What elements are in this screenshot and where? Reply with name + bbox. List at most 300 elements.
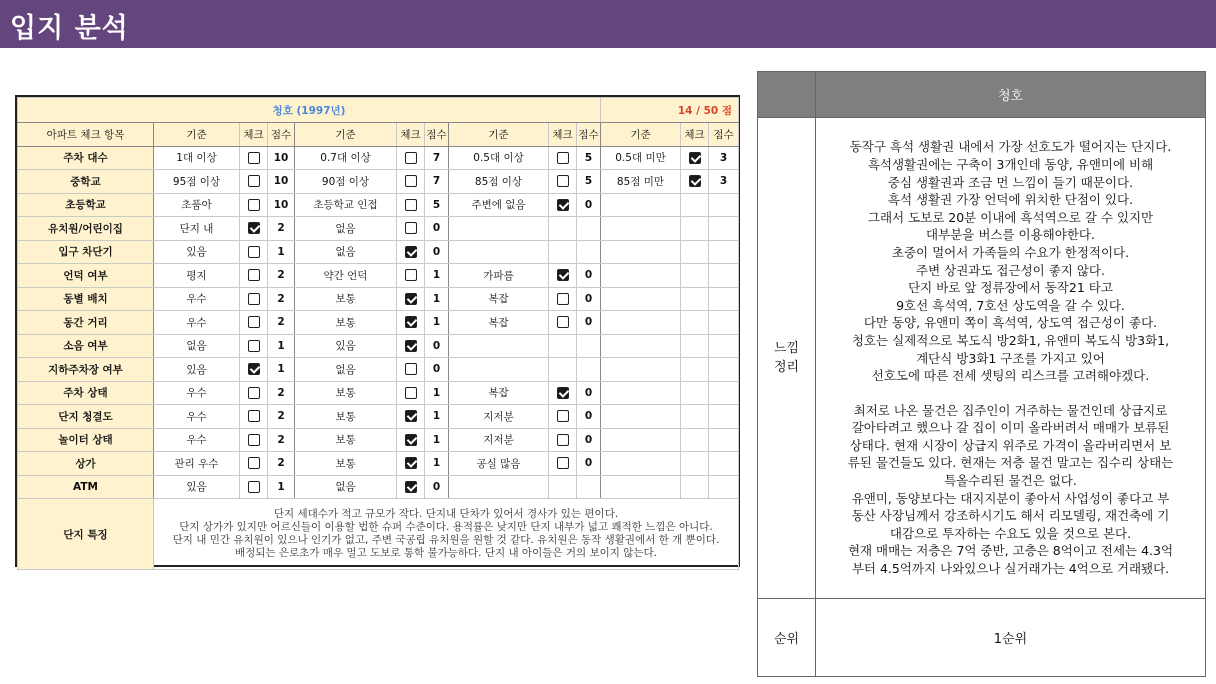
score-cell bbox=[709, 240, 739, 264]
criterion-cell bbox=[601, 405, 681, 429]
checklist-row bbox=[18, 405, 739, 429]
criterion-cell bbox=[601, 334, 681, 358]
checklist-header-row bbox=[18, 123, 739, 147]
checkbox-unchecked[interactable] bbox=[557, 316, 569, 328]
criterion-cell bbox=[601, 452, 681, 476]
score-cell: 2 bbox=[268, 217, 295, 241]
score-cell: 5 bbox=[577, 146, 601, 170]
analysis-header-blank bbox=[758, 72, 816, 118]
score-cell: 2 bbox=[268, 287, 295, 311]
score-cell: 1 bbox=[425, 264, 449, 288]
checkbox-checked[interactable] bbox=[405, 316, 417, 328]
summary-line: 상태다. 현재 시장이 상급지 위주로 가격이 올라버리면서 보 bbox=[849, 437, 1172, 453]
checklist-title-row bbox=[18, 98, 739, 123]
criterion-cell: 우수 bbox=[154, 287, 240, 311]
criterion-cell bbox=[601, 217, 681, 241]
column-header-check: 체크 bbox=[240, 123, 268, 147]
score-cell: 0 bbox=[425, 358, 449, 382]
score-cell: 5 bbox=[425, 193, 449, 217]
check-cell bbox=[240, 217, 268, 241]
criterion-cell: 우수 bbox=[154, 428, 240, 452]
summary-line: 다만 동양, 유앤미 쪽이 흑석역, 상도역 접근성이 좋다. bbox=[863, 315, 1158, 331]
criterion-cell: 보통 bbox=[295, 405, 397, 429]
criterion-cell bbox=[601, 264, 681, 288]
checkbox-checked[interactable] bbox=[405, 434, 417, 446]
criterion-cell: 가파름 bbox=[449, 264, 549, 288]
summary-line: 현재 매매는 저층은 7억 중반, 고층은 8억이고 전세는 4.3억 bbox=[847, 543, 1174, 559]
score-cell: 10 bbox=[268, 193, 295, 217]
check-cell bbox=[549, 193, 577, 217]
checklist-item-label: 소음 여부 bbox=[18, 334, 154, 358]
criterion-cell: 우수 bbox=[154, 381, 240, 405]
criterion-cell: 95점 이상 bbox=[154, 170, 240, 194]
analysis-header-row bbox=[758, 72, 1206, 118]
features-line: 단지 상가가 있지만 어르신들이 이용할 법한 슈퍼 수준이다. 용적률은 낮지만 단지 내부가 넓고 쾌적한 느낌은 아니다. bbox=[179, 521, 713, 533]
check-cell bbox=[549, 358, 577, 382]
checkbox-unchecked[interactable] bbox=[405, 222, 417, 234]
check-cell bbox=[397, 428, 425, 452]
checklist-row bbox=[18, 452, 739, 476]
check-cell bbox=[549, 428, 577, 452]
criterion-cell: 없음 bbox=[295, 475, 397, 499]
score-cell bbox=[709, 475, 739, 499]
check-cell bbox=[681, 358, 709, 382]
check-cell bbox=[681, 146, 709, 170]
check-cell bbox=[240, 311, 268, 335]
criterion-cell: 0.7대 이상 bbox=[295, 146, 397, 170]
summary-line: 주변 상권과도 접근성이 좋지 않다. bbox=[916, 262, 1105, 278]
checklist-row bbox=[18, 358, 739, 382]
score-cell: 1 bbox=[425, 405, 449, 429]
criterion-cell: 있음 bbox=[295, 334, 397, 358]
criterion-cell bbox=[601, 428, 681, 452]
analysis-summary-row bbox=[758, 118, 1206, 599]
check-cell bbox=[397, 475, 425, 499]
summary-text bbox=[816, 118, 1206, 599]
checkbox-unchecked[interactable] bbox=[248, 269, 260, 281]
checkbox-unchecked[interactable] bbox=[248, 246, 260, 258]
checklist-row bbox=[18, 381, 739, 405]
checkbox-unchecked[interactable] bbox=[405, 175, 417, 187]
check-cell bbox=[240, 358, 268, 382]
criterion-cell: 공실 많음 bbox=[449, 452, 549, 476]
check-cell bbox=[549, 311, 577, 335]
summary-line: 흑석생활권에는 구축이 3개인데 동양, 유앤미에 비해 bbox=[867, 156, 1154, 172]
summary-line: 초중이 멀어서 가족들의 수요가 한정적이다. bbox=[891, 244, 1130, 260]
checkbox-checked[interactable] bbox=[405, 293, 417, 305]
score-cell: 1 bbox=[425, 311, 449, 335]
column-header-check: 체크 bbox=[549, 123, 577, 147]
criterion-cell bbox=[601, 287, 681, 311]
checkbox-checked[interactable] bbox=[557, 387, 569, 399]
criterion-cell: 없음 bbox=[295, 358, 397, 382]
checkbox-unchecked[interactable] bbox=[557, 434, 569, 446]
score-cell: 2 bbox=[268, 452, 295, 476]
score-cell: 2 bbox=[268, 428, 295, 452]
check-cell bbox=[240, 193, 268, 217]
criterion-cell: 단지 내 bbox=[154, 217, 240, 241]
features-line: 단지 세대수가 적고 규모가 작다. 단지내 단차가 있어서 경사가 있는 편이다. bbox=[273, 508, 619, 520]
criterion-cell: 없음 bbox=[295, 217, 397, 241]
check-cell bbox=[681, 170, 709, 194]
column-header-score: 점수 bbox=[425, 123, 449, 147]
score-cell: 2 bbox=[268, 264, 295, 288]
criterion-cell bbox=[601, 358, 681, 382]
score-cell: 0 bbox=[425, 217, 449, 241]
criterion-cell bbox=[601, 381, 681, 405]
checklist-item-label: 지하주차장 여부 bbox=[18, 358, 154, 382]
score-cell bbox=[709, 217, 739, 241]
features-line: 단지 내 민간 유치원이 있으나 인기가 없고, 주변 국공립 유치원을 원할 것 같다. 유치원은 동작 생활권에서 한 개 뿐이다. bbox=[172, 534, 720, 546]
checkbox-checked[interactable] bbox=[557, 199, 569, 211]
checklist-row bbox=[18, 146, 739, 170]
checklist-item-label: 단지 청결도 bbox=[18, 405, 154, 429]
check-cell bbox=[397, 311, 425, 335]
check-cell bbox=[681, 475, 709, 499]
score-cell: 1 bbox=[268, 240, 295, 264]
checkbox-unchecked[interactable] bbox=[405, 387, 417, 399]
checklist-row bbox=[18, 311, 739, 335]
rank-value: 1순위 bbox=[816, 599, 1206, 677]
column-header-criterion: 기준 bbox=[154, 123, 240, 147]
check-cell bbox=[549, 475, 577, 499]
score-cell bbox=[709, 311, 739, 335]
score-cell: 2 bbox=[268, 405, 295, 429]
column-header-check: 체크 bbox=[681, 123, 709, 147]
criterion-cell bbox=[449, 358, 549, 382]
criterion-cell: 90점 이상 bbox=[295, 170, 397, 194]
apartment-title: 청호 (1997년) bbox=[18, 98, 601, 123]
checklist-item-label: 놀이터 상태 bbox=[18, 428, 154, 452]
checkbox-unchecked[interactable] bbox=[248, 316, 260, 328]
checkbox-checked[interactable] bbox=[405, 340, 417, 352]
summary-line: 류된 물건들도 있다. 현재는 저층 물건 말고는 집수리 상태는 bbox=[847, 455, 1174, 471]
criterion-cell: 보통 bbox=[295, 311, 397, 335]
summary-line: 계단식 방3화1 구조를 가지고 있어 bbox=[916, 350, 1105, 366]
checkbox-checked[interactable] bbox=[405, 410, 417, 422]
criterion-cell: 없음 bbox=[295, 240, 397, 264]
criterion-cell: 초등학교 인접 bbox=[295, 193, 397, 217]
checklist-item-label: 유치원/어린이집 bbox=[18, 217, 154, 241]
checkbox-unchecked[interactable] bbox=[405, 269, 417, 281]
check-cell bbox=[397, 287, 425, 311]
score-cell: 1 bbox=[268, 475, 295, 499]
check-cell bbox=[681, 264, 709, 288]
checklist-item-label: 동간 거리 bbox=[18, 311, 154, 335]
features-line: 배정되는 은로초가 매우 멀고 도보로 통학 불가능하다. 단지 내 아이들은 거의 보이지 않는다. bbox=[234, 547, 658, 559]
checkbox-unchecked[interactable] bbox=[405, 199, 417, 211]
criterion-cell: 약간 언덕 bbox=[295, 264, 397, 288]
check-cell bbox=[397, 193, 425, 217]
checkbox-unchecked[interactable] bbox=[248, 387, 260, 399]
criterion-cell bbox=[449, 217, 549, 241]
checkbox-unchecked[interactable] bbox=[557, 293, 569, 305]
check-cell bbox=[240, 170, 268, 194]
analysis-rank-row bbox=[758, 599, 1206, 677]
checklist-row bbox=[18, 287, 739, 311]
criterion-cell: 복잡 bbox=[449, 311, 549, 335]
score-cell bbox=[709, 381, 739, 405]
score-cell bbox=[577, 358, 601, 382]
criterion-cell: 복잡 bbox=[449, 287, 549, 311]
check-cell bbox=[549, 334, 577, 358]
checkbox-checked[interactable] bbox=[405, 481, 417, 493]
score-cell bbox=[577, 475, 601, 499]
checklist-table bbox=[17, 97, 739, 570]
checkbox-unchecked[interactable] bbox=[248, 481, 260, 493]
summary-line: 대부분을 버스를 이용해야한다. bbox=[926, 227, 1095, 243]
checkbox-checked[interactable] bbox=[689, 175, 701, 187]
checkbox-unchecked[interactable] bbox=[248, 175, 260, 187]
score-cell: 0 bbox=[577, 452, 601, 476]
checkbox-unchecked[interactable] bbox=[248, 293, 260, 305]
check-cell bbox=[549, 381, 577, 405]
criterion-cell: 85점 미만 bbox=[601, 170, 681, 194]
check-cell bbox=[549, 170, 577, 194]
score-cell: 0 bbox=[577, 381, 601, 405]
criterion-cell bbox=[601, 475, 681, 499]
features-text bbox=[154, 499, 739, 570]
score-cell bbox=[577, 240, 601, 264]
summary-label bbox=[758, 118, 816, 599]
check-cell bbox=[549, 240, 577, 264]
criterion-cell bbox=[601, 240, 681, 264]
score-cell: 1 bbox=[268, 358, 295, 382]
checklist-item-label: 동별 배치 bbox=[18, 287, 154, 311]
check-cell bbox=[549, 146, 577, 170]
checklist-item-label: 초등학교 bbox=[18, 193, 154, 217]
checkbox-checked[interactable] bbox=[689, 152, 701, 164]
criterion-cell bbox=[449, 240, 549, 264]
score-cell bbox=[709, 193, 739, 217]
checkbox-unchecked[interactable] bbox=[248, 457, 260, 469]
score-cell: 10 bbox=[268, 146, 295, 170]
check-cell bbox=[681, 405, 709, 429]
check-cell bbox=[549, 264, 577, 288]
score-cell bbox=[709, 405, 739, 429]
score-cell: 0 bbox=[577, 311, 601, 335]
score-cell: 0 bbox=[425, 240, 449, 264]
check-cell bbox=[397, 146, 425, 170]
apartment-checklist bbox=[15, 95, 740, 567]
summary-line: 9호선 흑석역, 7호선 상도역을 갈 수 있다. bbox=[896, 297, 1125, 313]
checkbox-checked[interactable] bbox=[248, 363, 260, 375]
check-cell bbox=[240, 240, 268, 264]
total-score-unit: 점 bbox=[721, 104, 733, 117]
check-cell bbox=[549, 217, 577, 241]
checklist-item-label: 주차 상태 bbox=[18, 381, 154, 405]
check-cell bbox=[549, 405, 577, 429]
criterion-cell: 85점 이상 bbox=[449, 170, 549, 194]
score-cell: 1 bbox=[425, 381, 449, 405]
check-cell bbox=[549, 452, 577, 476]
score-cell bbox=[709, 334, 739, 358]
column-header-criterion: 기준 bbox=[601, 123, 681, 147]
check-cell bbox=[681, 334, 709, 358]
score-cell: 7 bbox=[425, 170, 449, 194]
summary-line: 동산 사장님께서 강조하시기도 해서 리모델링, 재건축에 기 bbox=[851, 508, 1170, 524]
criterion-cell bbox=[601, 311, 681, 335]
summary-line: 그래서 도보로 20분 이내에 흑석역으로 갈 수 있지만 bbox=[867, 209, 1154, 225]
summary-line: 부터 4.5억까지 나와있으나 실거래가는 4억으로 거래됐다. bbox=[851, 561, 1170, 577]
score-cell: 10 bbox=[268, 170, 295, 194]
criterion-cell: 우수 bbox=[154, 405, 240, 429]
criterion-cell bbox=[449, 475, 549, 499]
checklist-row bbox=[18, 170, 739, 194]
score-cell: 2 bbox=[268, 311, 295, 335]
score-cell: 3 bbox=[709, 146, 739, 170]
checklist-item-label: 중학교 bbox=[18, 170, 154, 194]
summary-paragraph-2 bbox=[824, 402, 1197, 578]
checklist-item-label: 언덕 여부 bbox=[18, 264, 154, 288]
criterion-cell bbox=[449, 334, 549, 358]
summary-line: 선호도에 따른 전세 셋팅의 리스크를 고려해야겠다. bbox=[871, 368, 1150, 384]
checkbox-unchecked[interactable] bbox=[248, 340, 260, 352]
check-cell bbox=[397, 358, 425, 382]
column-header-criterion: 기준 bbox=[449, 123, 549, 147]
score-cell: 1 bbox=[425, 287, 449, 311]
checkbox-unchecked[interactable] bbox=[557, 457, 569, 469]
criterion-cell: 보통 bbox=[295, 287, 397, 311]
analysis-apartment-name: 청호 bbox=[816, 72, 1206, 118]
check-cell bbox=[397, 334, 425, 358]
summary-line: 유앤미, 동양보다는 대지지분이 좋아서 사업성이 좋다고 부 bbox=[851, 490, 1170, 506]
page-header bbox=[0, 0, 1216, 48]
check-cell bbox=[240, 264, 268, 288]
summary-paragraph-1 bbox=[824, 138, 1197, 384]
score-cell: 0 bbox=[425, 475, 449, 499]
features-label: 단지 특징 bbox=[18, 499, 154, 570]
checkbox-checked[interactable] bbox=[557, 269, 569, 281]
check-cell bbox=[240, 334, 268, 358]
checklist-row bbox=[18, 264, 739, 288]
checklist-item-label: 주차 대수 bbox=[18, 146, 154, 170]
score-cell bbox=[577, 334, 601, 358]
checklist-item-label: 입구 차단기 bbox=[18, 240, 154, 264]
summary-label-line: 정리 bbox=[773, 360, 800, 375]
column-header-criterion: 기준 bbox=[295, 123, 397, 147]
column-header-score: 점수 bbox=[709, 123, 739, 147]
summary-label-line: 느낌 bbox=[773, 341, 800, 356]
criterion-cell: 없음 bbox=[154, 334, 240, 358]
checklist-item-label: 상가 bbox=[18, 452, 154, 476]
check-cell bbox=[397, 240, 425, 264]
score-cell: 0 bbox=[577, 428, 601, 452]
score-cell bbox=[709, 264, 739, 288]
page-title: 입지 분석 bbox=[10, 13, 129, 44]
criterion-cell: 주변에 없음 bbox=[449, 193, 549, 217]
summary-line: 단지 바로 앞 정류장에서 동작21 타고 bbox=[908, 280, 1113, 296]
criterion-cell: 지저분 bbox=[449, 405, 549, 429]
check-cell bbox=[681, 240, 709, 264]
checkbox-unchecked[interactable] bbox=[248, 152, 260, 164]
score-cell bbox=[709, 428, 739, 452]
checkbox-checked[interactable] bbox=[405, 246, 417, 258]
total-score-value: 14 / 50 bbox=[677, 104, 719, 117]
criterion-cell: 초품아 bbox=[154, 193, 240, 217]
check-cell bbox=[681, 428, 709, 452]
check-cell bbox=[240, 287, 268, 311]
checklist-row bbox=[18, 475, 739, 499]
check-cell bbox=[240, 146, 268, 170]
checklist-row bbox=[18, 334, 739, 358]
checkbox-checked[interactable] bbox=[405, 457, 417, 469]
checkbox-unchecked[interactable] bbox=[405, 363, 417, 375]
score-cell: 0 bbox=[577, 287, 601, 311]
checkbox-unchecked[interactable] bbox=[248, 199, 260, 211]
checkbox-checked[interactable] bbox=[248, 222, 260, 234]
criterion-cell: 있음 bbox=[154, 358, 240, 382]
checklist-item-label: ATM bbox=[18, 475, 154, 499]
score-cell: 7 bbox=[425, 146, 449, 170]
score-cell bbox=[709, 287, 739, 311]
score-cell: 1 bbox=[425, 452, 449, 476]
checkbox-unchecked[interactable] bbox=[248, 410, 260, 422]
summary-line: 갈아타려고 했으나 갈 집이 이미 올라버려서 매매가 보류된 bbox=[851, 420, 1170, 436]
check-cell bbox=[681, 287, 709, 311]
check-cell bbox=[397, 381, 425, 405]
criterion-cell: 복잡 bbox=[449, 381, 549, 405]
criterion-cell: 보통 bbox=[295, 381, 397, 405]
checkbox-unchecked[interactable] bbox=[557, 410, 569, 422]
criterion-cell: 1대 이상 bbox=[154, 146, 240, 170]
score-cell: 0 bbox=[577, 405, 601, 429]
score-cell bbox=[709, 452, 739, 476]
checkbox-unchecked[interactable] bbox=[557, 175, 569, 187]
criterion-cell: 0.5대 미만 bbox=[601, 146, 681, 170]
check-cell bbox=[681, 452, 709, 476]
check-cell bbox=[681, 381, 709, 405]
score-cell: 0 bbox=[577, 264, 601, 288]
criterion-cell bbox=[601, 193, 681, 217]
score-cell: 0 bbox=[425, 334, 449, 358]
criterion-cell: 있음 bbox=[154, 475, 240, 499]
check-cell bbox=[397, 170, 425, 194]
criterion-cell: 우수 bbox=[154, 311, 240, 335]
features-row bbox=[18, 499, 739, 570]
criterion-cell: 0.5대 이상 bbox=[449, 146, 549, 170]
rank-label: 순위 bbox=[758, 599, 816, 677]
criterion-cell: 관리 우수 bbox=[154, 452, 240, 476]
checkbox-unchecked[interactable] bbox=[248, 434, 260, 446]
check-cell bbox=[397, 217, 425, 241]
score-cell bbox=[709, 358, 739, 382]
check-cell bbox=[240, 475, 268, 499]
score-cell: 2 bbox=[268, 381, 295, 405]
check-cell bbox=[397, 452, 425, 476]
column-header-item: 아파트 체크 항목 bbox=[18, 123, 154, 147]
criterion-cell: 있음 bbox=[154, 240, 240, 264]
check-cell bbox=[681, 311, 709, 335]
column-header-score: 점수 bbox=[268, 123, 295, 147]
score-cell: 3 bbox=[709, 170, 739, 194]
column-header-score: 점수 bbox=[577, 123, 601, 147]
checklist-row bbox=[18, 217, 739, 241]
score-cell: 1 bbox=[425, 428, 449, 452]
check-cell bbox=[240, 405, 268, 429]
criterion-cell: 지저분 bbox=[449, 428, 549, 452]
score-cell: 1 bbox=[268, 334, 295, 358]
checkbox-unchecked[interactable] bbox=[405, 152, 417, 164]
check-cell bbox=[397, 264, 425, 288]
check-cell bbox=[240, 381, 268, 405]
summary-line: 흑석 생활권 가장 언덕에 위치한 단점이 있다. bbox=[887, 192, 1134, 208]
check-cell bbox=[240, 428, 268, 452]
summary-line: 최저로 나온 물건은 집주인이 거주하는 물건인데 상급지로 bbox=[853, 402, 1168, 418]
checkbox-unchecked[interactable] bbox=[557, 152, 569, 164]
score-cell bbox=[577, 217, 601, 241]
summary-line: 청호는 실제적으로 복도식 방2화1, 유앤미 복도식 방3화1, bbox=[851, 332, 1170, 348]
